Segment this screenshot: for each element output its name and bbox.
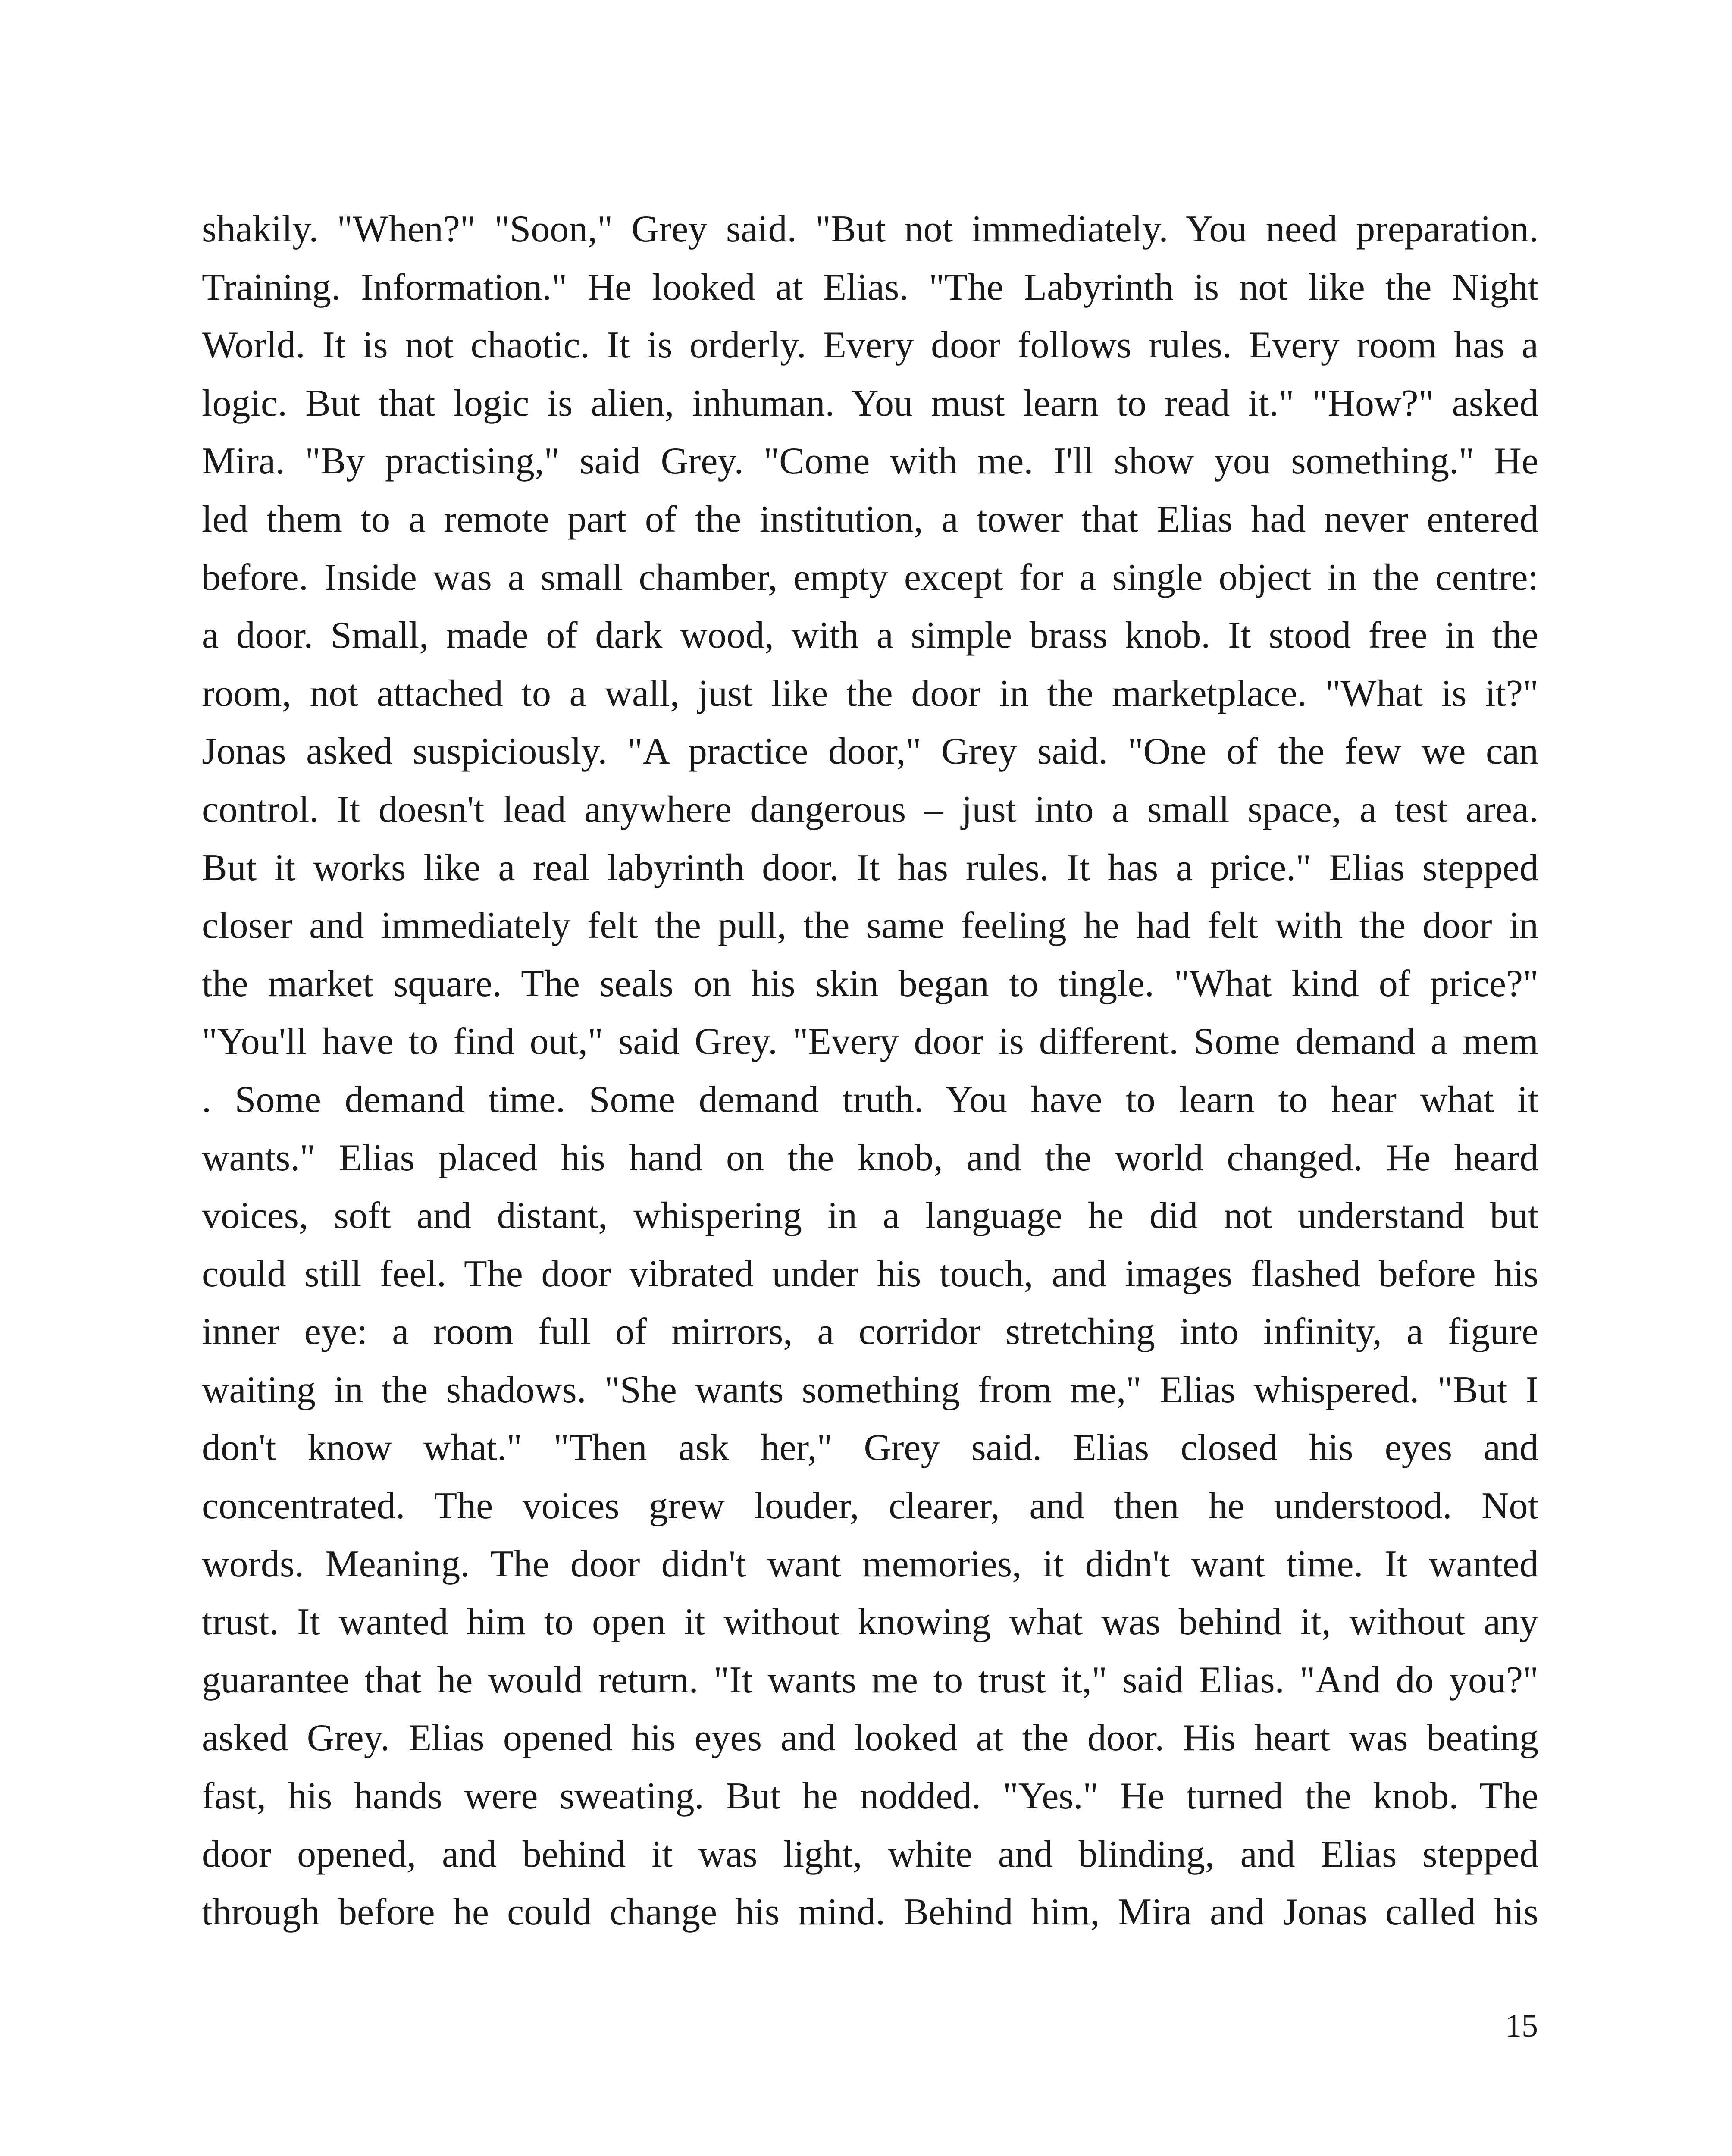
text-line: words. Meaning. The door didn't want memories, it didn't want time. It wanted — [202, 1543, 1538, 1585]
text-line: concentrated. The voices grew louder, clearer, and then he understood. Not — [202, 1485, 1538, 1527]
text-line: "You'll have to find out," said Grey. "Every door is different. Some demand a mem — [202, 1021, 1538, 1063]
text-line: . Some demand time. Some demand truth. You have to learn to hear what it — [202, 1078, 1538, 1121]
text-line: fast, his hands were sweating. But he nodded. "Yes." He turned the knob. The — [202, 1775, 1538, 1818]
text-line: asked Grey. Elias opened his eyes and looked at the door. His heart was beating — [202, 1717, 1538, 1759]
text-line: inner eye: a room full of mirrors, a corridor stretching into infinity, a figure — [202, 1311, 1538, 1353]
text-line: Mira. "By practising," said Grey. "Come with me. I'll show you something." He — [202, 440, 1538, 483]
text-line: through before he could change his mind. Behind him, Mira and Jonas called his — [202, 1891, 1538, 1934]
text-line: room, not attached to a wall, just like the door in the marketplace. "What is it?" — [202, 672, 1538, 714]
text-line: waiting in the shadows. "She wants something from me," Elias whispered. "But I — [202, 1369, 1538, 1411]
text-line: could still feel. The door vibrated under his touch, and images flashed before his — [202, 1253, 1538, 1295]
text-line: Jonas asked suspiciously. "A practice door," Grey said. "One of the few we can — [202, 730, 1538, 773]
text-line: logic. But that logic is alien, inhuman. You must learn to read it." "How?" asked — [202, 382, 1538, 424]
text-line: World. It is not chaotic. It is orderly. Every door follows rules. Every room has a — [202, 324, 1538, 367]
text-line: voices, soft and distant, whispering in a language he did not understand but — [202, 1195, 1538, 1237]
text-line: wants." Elias placed his hand on the knob, and the world changed. He heard — [202, 1137, 1538, 1179]
text-line: But it works like a real labyrinth door. It has rules. It has a price." Elias stepped — [202, 846, 1538, 889]
text-line: closer and immediately felt the pull, the same feeling he had felt with the door in — [202, 905, 1538, 947]
text-line: shakily. "When?" "Soon," Grey said. "But not immediately. You need preparation. — [202, 208, 1538, 250]
text-line: a door. Small, made of dark wood, with a simple brass knob. It stood free in the — [202, 614, 1538, 657]
text-line: don't know what." "Then ask her," Grey said. Elias closed his eyes and — [202, 1427, 1538, 1469]
text-line: trust. It wanted him to open it without knowing what was behind it, without any — [202, 1601, 1538, 1643]
text-line: control. It doesn't lead anywhere dangerous – just into a small space, a test area. — [202, 788, 1538, 830]
text-line: led them to a remote part of the institution, a tower that Elias had never entered — [202, 498, 1538, 540]
text-line: Training. Information." He looked at Elias. "The Labyrinth is not like the Night — [202, 266, 1538, 308]
text-line: door opened, and behind it was light, white and blinding, and Elias stepped — [202, 1833, 1538, 1875]
text-line: the market square. The seals on his skin began to tingle. "What kind of price?" — [202, 962, 1538, 1005]
text-line: guarantee that he would return. "It wants me to trust it," said Elias. "And do you?" — [202, 1659, 1538, 1701]
page-number: 15 — [1505, 2008, 1538, 2044]
body-text — [202, 201, 1538, 1942]
text-line: before. Inside was a small chamber, empty except for a single object in the centre: — [202, 556, 1538, 599]
